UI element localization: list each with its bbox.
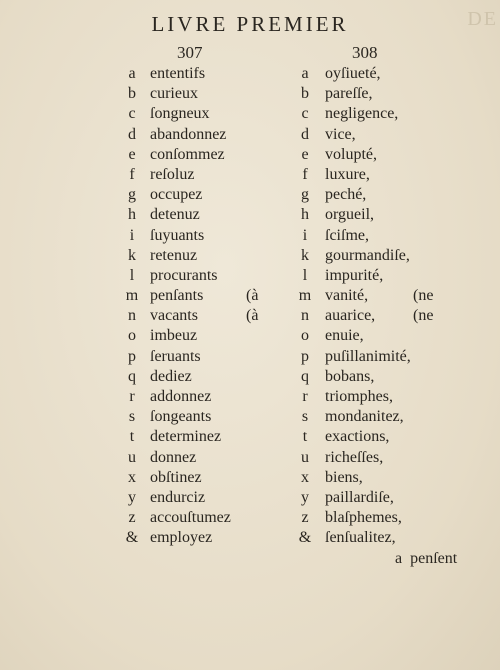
list-item	[295, 528, 495, 548]
row-letter: x	[301, 468, 309, 486]
column-number-right: 308	[352, 43, 378, 62]
row-word: volupté,	[325, 145, 377, 163]
row-letter: r	[129, 388, 135, 405]
row-letter: g	[301, 186, 309, 204]
row-letter: t	[129, 428, 135, 446]
row-word: accouſtumez	[150, 509, 231, 527]
row-letter: y	[128, 488, 136, 506]
row-letter: x	[128, 468, 136, 486]
list-item	[295, 448, 495, 468]
row-letter: u	[128, 448, 136, 466]
list-item	[295, 367, 495, 387]
list-item	[122, 528, 302, 548]
row-note: (à	[246, 287, 259, 305]
row-letter: q	[128, 367, 136, 385]
row-note: (à	[246, 307, 259, 325]
row-letter: p	[128, 347, 136, 365]
list-item	[295, 407, 495, 427]
row-letter: f	[302, 165, 308, 183]
row-letter: b	[301, 85, 309, 103]
row-letter: l	[302, 266, 308, 284]
row-word: bobans,	[325, 367, 375, 385]
list-item	[122, 448, 302, 468]
row-letter: e	[301, 145, 309, 163]
row-letter: n	[301, 307, 309, 325]
list-item	[122, 286, 302, 306]
row-word: reſoluz	[150, 165, 195, 183]
row-word: orgueil,	[325, 206, 375, 224]
list-item	[122, 246, 302, 266]
list-item	[122, 427, 302, 447]
row-word: retenuz	[150, 246, 198, 264]
row-word: pareſſe,	[325, 85, 373, 103]
row-letter: a	[128, 65, 136, 82]
list-item	[295, 347, 495, 367]
row-word: curieux	[150, 85, 198, 103]
row-letter: u	[301, 448, 309, 466]
row-word: ſuyuants	[150, 226, 205, 244]
list-item	[295, 468, 495, 488]
list-item	[295, 246, 495, 266]
list-item	[295, 427, 495, 447]
row-letter: z	[301, 509, 309, 527]
row-word: ſciſme,	[325, 226, 369, 244]
row-letter: a	[301, 65, 309, 82]
word-column-left	[122, 64, 302, 549]
row-word: ententifs	[150, 65, 206, 82]
list-item	[122, 84, 302, 104]
list-item	[122, 407, 302, 427]
row-word: ſongeants	[150, 408, 212, 426]
list-item	[295, 387, 495, 407]
row-letter: f	[129, 165, 135, 183]
list-item	[122, 165, 302, 185]
row-letter: t	[302, 428, 308, 446]
row-letter: m	[298, 287, 312, 305]
row-letter: &	[125, 529, 139, 547]
list-item	[295, 84, 495, 104]
row-word: triomphes,	[325, 388, 393, 405]
row-word: enuie,	[325, 327, 364, 345]
row-letter: b	[128, 85, 136, 103]
row-letter: h	[301, 206, 309, 224]
list-item	[122, 185, 302, 205]
row-note: (ne	[413, 287, 434, 305]
list-item	[295, 185, 495, 205]
row-word: occupez	[150, 186, 203, 204]
row-word: peché,	[325, 186, 367, 204]
list-item	[295, 508, 495, 528]
list-item	[122, 226, 302, 246]
list-item	[295, 266, 495, 286]
list-item	[295, 205, 495, 225]
row-word: donnez	[150, 448, 197, 466]
row-letter: d	[128, 125, 136, 143]
list-item	[122, 387, 302, 407]
row-letter: o	[301, 327, 309, 345]
row-word: richeſſes,	[325, 448, 384, 466]
row-letter: y	[301, 488, 309, 506]
row-word: auarice,	[325, 307, 376, 325]
row-letter: n	[128, 307, 136, 325]
row-letter: i	[302, 226, 308, 244]
list-item	[122, 306, 302, 326]
row-word: addonnez	[150, 388, 212, 405]
row-word: negligence,	[325, 105, 399, 123]
catchword	[395, 550, 457, 568]
row-word: procurants	[150, 266, 218, 284]
row-letter: e	[128, 145, 136, 163]
row-word: endurciz	[150, 488, 206, 506]
row-letter: r	[302, 388, 308, 405]
row-word: ſongneux	[150, 105, 210, 123]
row-word: ſenſualitez,	[325, 529, 396, 547]
row-word: impurité,	[325, 266, 384, 284]
row-word: employez	[150, 529, 213, 547]
list-item	[295, 104, 495, 124]
row-word: vice,	[325, 125, 356, 143]
column-number-left: 307	[177, 43, 203, 62]
row-letter: m	[125, 287, 139, 305]
list-item	[295, 306, 495, 326]
row-word: vacants	[150, 307, 198, 325]
row-letter: g	[128, 186, 136, 204]
list-item	[295, 145, 495, 165]
list-item	[122, 347, 302, 367]
row-word: imbeuz	[150, 327, 198, 345]
running-head: LIVRE PREMIER	[151, 12, 349, 36]
list-item	[122, 64, 302, 84]
list-item	[122, 104, 302, 124]
row-word: abandonnez	[150, 125, 227, 143]
list-item	[295, 165, 495, 185]
row-word: obſtinez	[150, 468, 202, 486]
row-word: ſeruants	[150, 347, 201, 365]
row-word: mondanitez,	[325, 408, 404, 426]
row-letter: o	[128, 327, 136, 345]
list-item	[122, 488, 302, 508]
word-column-right	[295, 64, 495, 549]
row-word: luxure,	[325, 165, 370, 183]
row-word: gourmandiſe,	[325, 246, 410, 264]
row-letter: &	[298, 529, 312, 547]
row-word: puſillanimité,	[325, 347, 411, 365]
row-letter: l	[129, 266, 135, 284]
list-item	[122, 367, 302, 387]
row-word: oyſiueté,	[325, 65, 381, 82]
row-letter: z	[128, 509, 136, 527]
row-letter: i	[129, 226, 135, 244]
row-word: detenuz	[150, 206, 200, 224]
row-word: biens,	[325, 468, 363, 486]
list-item	[295, 286, 495, 306]
row-word: determinez	[150, 428, 222, 446]
list-item	[122, 326, 302, 346]
catchword-letter: a	[395, 550, 403, 567]
row-letter: c	[301, 105, 309, 123]
list-item	[295, 64, 495, 84]
row-note: (ne	[413, 307, 434, 325]
list-item	[295, 226, 495, 246]
row-word: blaſphemes,	[325, 509, 402, 527]
list-item	[122, 145, 302, 165]
row-letter: q	[301, 367, 309, 385]
row-word: vanité,	[325, 287, 369, 305]
list-item	[295, 125, 495, 145]
row-letter: k	[128, 246, 136, 264]
list-item	[122, 508, 302, 528]
list-item	[295, 488, 495, 508]
list-item	[122, 125, 302, 145]
row-letter: c	[128, 105, 136, 123]
row-word: exactions,	[325, 428, 390, 446]
row-letter: p	[301, 347, 309, 365]
row-word: conſommez	[150, 145, 225, 163]
row-letter: s	[301, 408, 309, 426]
row-letter: k	[301, 246, 309, 264]
row-letter: d	[301, 125, 309, 143]
row-word: penſants	[150, 287, 204, 305]
bleed-through-text: DE	[467, 8, 498, 30]
list-item	[122, 468, 302, 488]
row-letter: h	[128, 206, 136, 224]
list-item	[122, 266, 302, 286]
catchword-word: penſent	[410, 550, 458, 567]
row-word: paillardiſe,	[325, 488, 394, 506]
list-item	[122, 205, 302, 225]
row-letter: s	[128, 408, 136, 426]
row-word: dediez	[150, 367, 192, 385]
list-item	[295, 326, 495, 346]
